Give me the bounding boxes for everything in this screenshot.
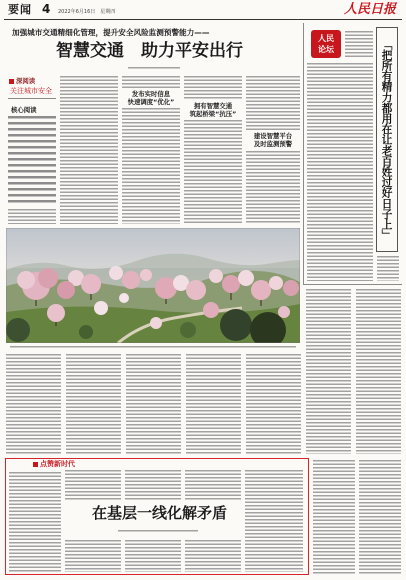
- deep-read-topic: 关注城市安全: [10, 87, 52, 95]
- subhead-1-line1: 发布实时信息: [131, 90, 171, 98]
- subhead-3: [246, 133, 300, 148]
- commentary-bottom-rule: [303, 284, 402, 285]
- text-column: [359, 460, 401, 574]
- text-column: [313, 460, 355, 574]
- landscape-photo[interactable]: [6, 228, 300, 343]
- bottom-section-label: 点赞新时代: [40, 460, 75, 468]
- text-column: [8, 209, 56, 224]
- text-column: [6, 354, 61, 454]
- page-number: 4: [42, 2, 51, 16]
- header-rule: [4, 19, 402, 20]
- text-column: [65, 470, 121, 501]
- like-icon: [33, 462, 38, 467]
- text-column: [185, 540, 241, 572]
- text-column: [184, 120, 242, 224]
- article-kicker: 加强城市交通精细化管理，提升安全风险监测预警能力——: [12, 28, 210, 37]
- text-column: [246, 354, 301, 454]
- text-column: [307, 63, 373, 281]
- mist: [6, 228, 300, 268]
- masthead-logo: 人民日报: [343, 2, 396, 17]
- text-column: [345, 31, 373, 58]
- core-reading-text: [8, 116, 56, 206]
- subhead-2-line2: 筑起桥梁“抗压”: [189, 109, 237, 118]
- text-column: [246, 76, 300, 130]
- byline: [118, 530, 198, 532]
- text-column: [377, 256, 399, 281]
- text-column: [306, 289, 351, 454]
- article-headline[interactable]: 智慧交通 助力平安出行: [56, 41, 243, 61]
- text-column: [185, 470, 241, 501]
- text-column: [122, 108, 180, 224]
- text-column: [245, 470, 303, 572]
- text-column: [186, 354, 241, 454]
- text-column: [356, 289, 401, 454]
- subhead-1-line2: 快速调度“优化”: [127, 97, 175, 106]
- subhead-3-line1: 建设智慧平台: [253, 132, 293, 140]
- deep-read-icon: [9, 79, 14, 84]
- subhead-2-line1: 拥有智慧交通: [193, 102, 233, 110]
- badge-line-2: 论坛: [318, 45, 334, 54]
- text-column: [9, 472, 61, 572]
- commentary-headline-box[interactable]: [376, 27, 398, 252]
- core-reading-label: 核心阅读: [11, 106, 37, 114]
- text-column: [184, 76, 242, 100]
- photo-caption: [10, 346, 296, 348]
- commentary-badge: [311, 30, 341, 58]
- text-column: [66, 354, 121, 454]
- badge-line-1: 人民: [318, 34, 334, 43]
- byline: [128, 67, 180, 69]
- text-column: [126, 354, 181, 454]
- deep-read-rule: [8, 98, 56, 99]
- deep-read-label: 深阅读: [16, 77, 36, 85]
- text-column: [122, 76, 180, 88]
- text-column: [125, 540, 181, 572]
- commentary-headline: 「把所有精力都用在让老百姓过好日子上」: [380, 38, 393, 241]
- text-column: [246, 151, 300, 224]
- section-name: 要闻: [8, 3, 32, 16]
- subhead-1: [122, 91, 180, 106]
- subhead-2: [184, 103, 242, 118]
- text-column: [60, 76, 118, 224]
- bottom-article-headline[interactable]: 在基层一线化解矛盾: [92, 504, 228, 522]
- text-column: [125, 470, 181, 501]
- column-divider: [303, 23, 304, 284]
- subhead-3-line2: 及时监测预警: [253, 139, 293, 148]
- text-column: [65, 540, 121, 572]
- issue-date: 2022年6月16日 星期四: [58, 9, 116, 15]
